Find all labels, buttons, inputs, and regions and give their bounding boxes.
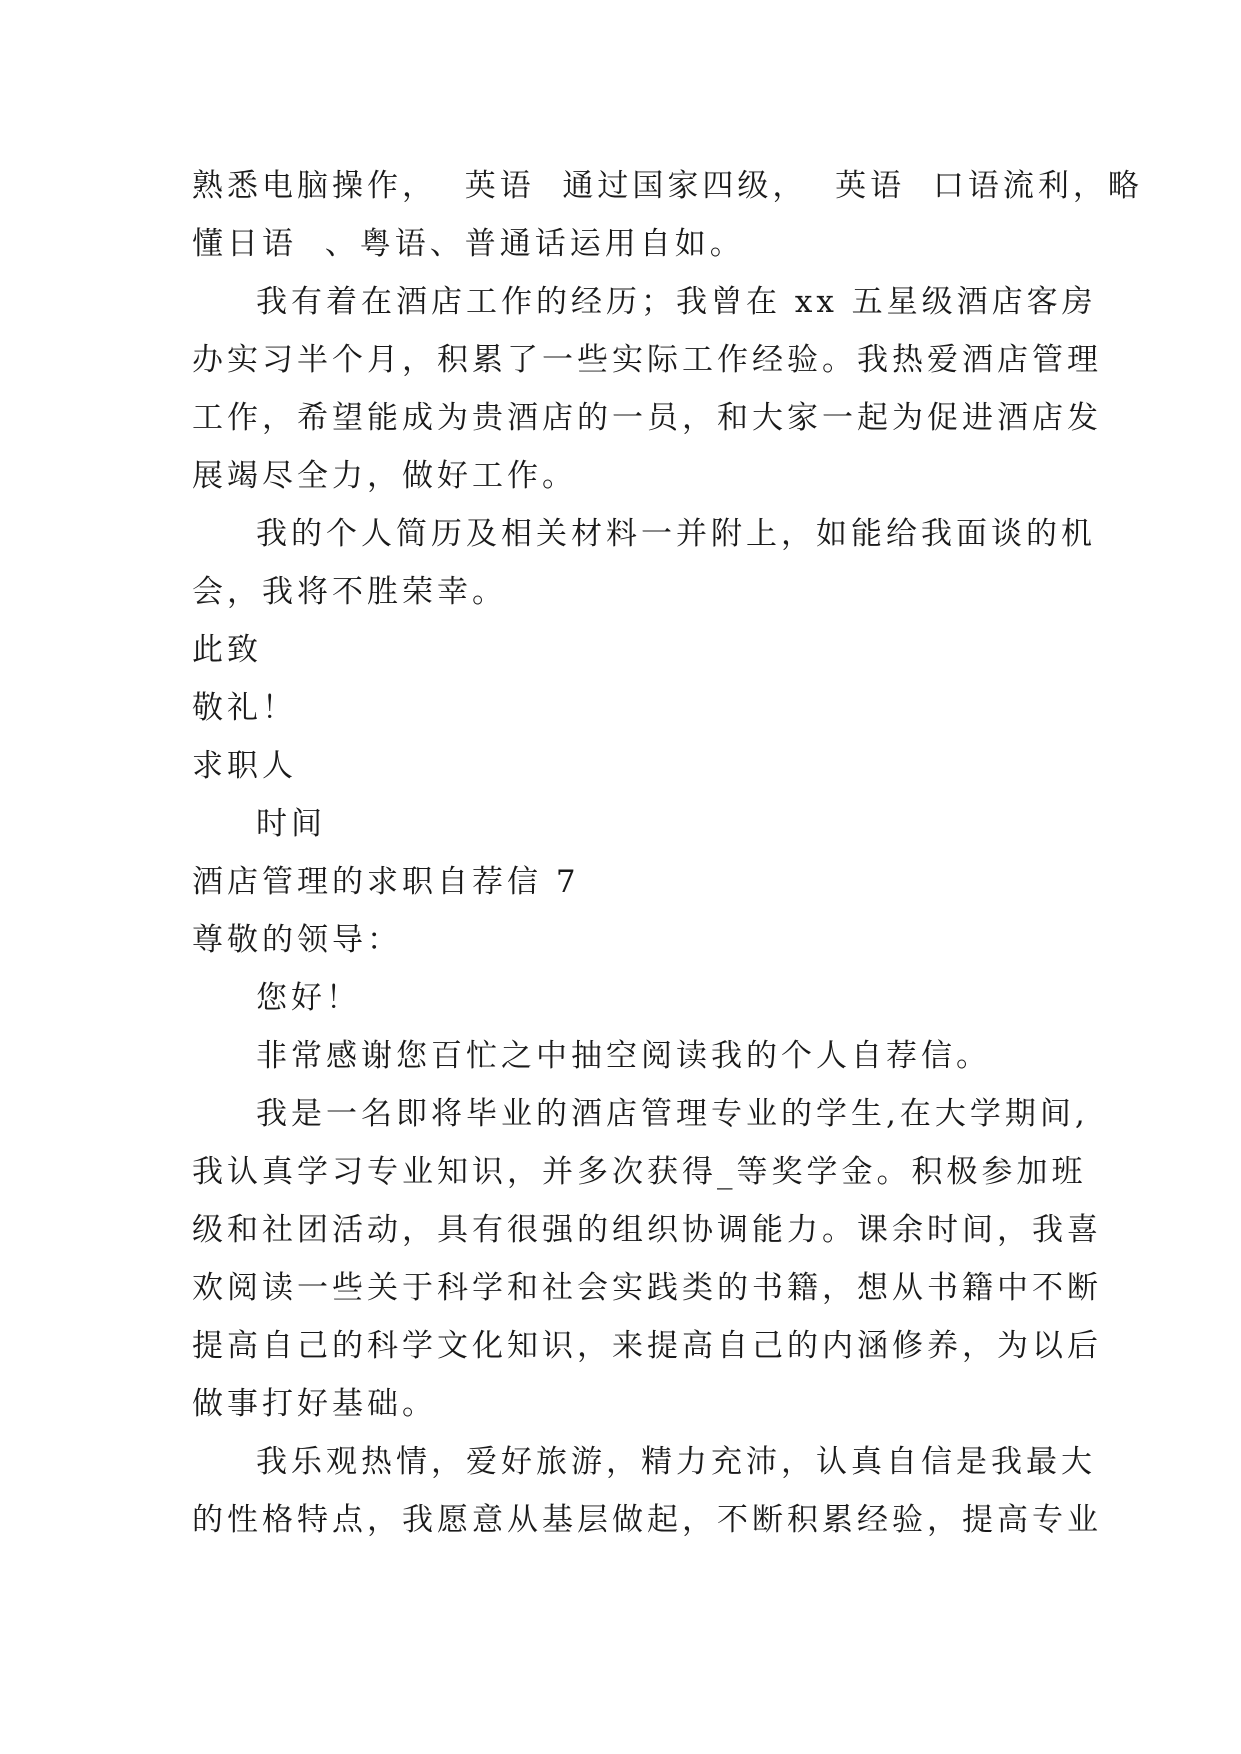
letter-hello: 您好！ xyxy=(256,980,361,1016)
text-line: 我认真学习专业知识，并多次获得_等奖学金。积极参加班 xyxy=(192,1154,1087,1190)
text-line: 欢阅读一些关于科学和社会实践类的书籍，想从书籍中不断 xyxy=(192,1270,1102,1306)
text-line: 办实习半个月，积累了一些实际工作经验。我热爱酒店管理 xyxy=(192,342,1102,378)
letter-greeting: 尊敬的领导： xyxy=(192,922,402,958)
paragraph-start: 非常感谢您百忙之中抽空阅读我的个人自荐信。 xyxy=(256,1038,991,1074)
text-line: 工作，希望能成为贵酒店的一员，和大家一起为促进酒店发 xyxy=(192,400,1102,436)
signature-label: 求职人 xyxy=(192,748,297,784)
date-label: 时间 xyxy=(256,806,326,842)
paragraph-start: 我是一名即将毕业的酒店管理专业的学生,在大学期间, xyxy=(256,1096,1089,1132)
text-line: 展竭尽全力，做好工作。 xyxy=(192,458,577,494)
paragraph-start: 我的个人简历及相关材料一并附上，如能给我面谈的机 xyxy=(256,516,1096,552)
text-line: 懂日语 、粤语、普通话运用自如。 xyxy=(192,226,745,262)
text-line: 会，我将不胜荣幸。 xyxy=(192,574,507,610)
paragraph-start: 我乐观热情，爱好旅游，精力充沛，认真自信是我最大 xyxy=(256,1444,1096,1480)
text-line: 做事打好基础。 xyxy=(192,1386,437,1422)
paragraph-start: 我有着在酒店工作的经历；我曾在 xx 五星级酒店客房 xyxy=(256,284,1097,320)
closing-regards: 敬礼！ xyxy=(192,690,297,726)
text-line: 提高自己的科学文化知识，来提高自己的内涵修养，为以后 xyxy=(192,1328,1102,1364)
text-line: 的性格特点，我愿意从基层做起，不断积累经验，提高专业 xyxy=(192,1502,1102,1538)
document-body xyxy=(192,157,1143,1549)
text-line: 级和社团活动，具有很强的组织协调能力。课余时间，我喜 xyxy=(192,1212,1102,1248)
text-line: 熟悉电脑操作， 英语 通过国家四级， 英语 口语流利，略 xyxy=(192,168,1143,204)
closing-salutation: 此致 xyxy=(192,632,262,668)
section-title: 酒店管理的求职自荐信 7 xyxy=(192,864,580,900)
